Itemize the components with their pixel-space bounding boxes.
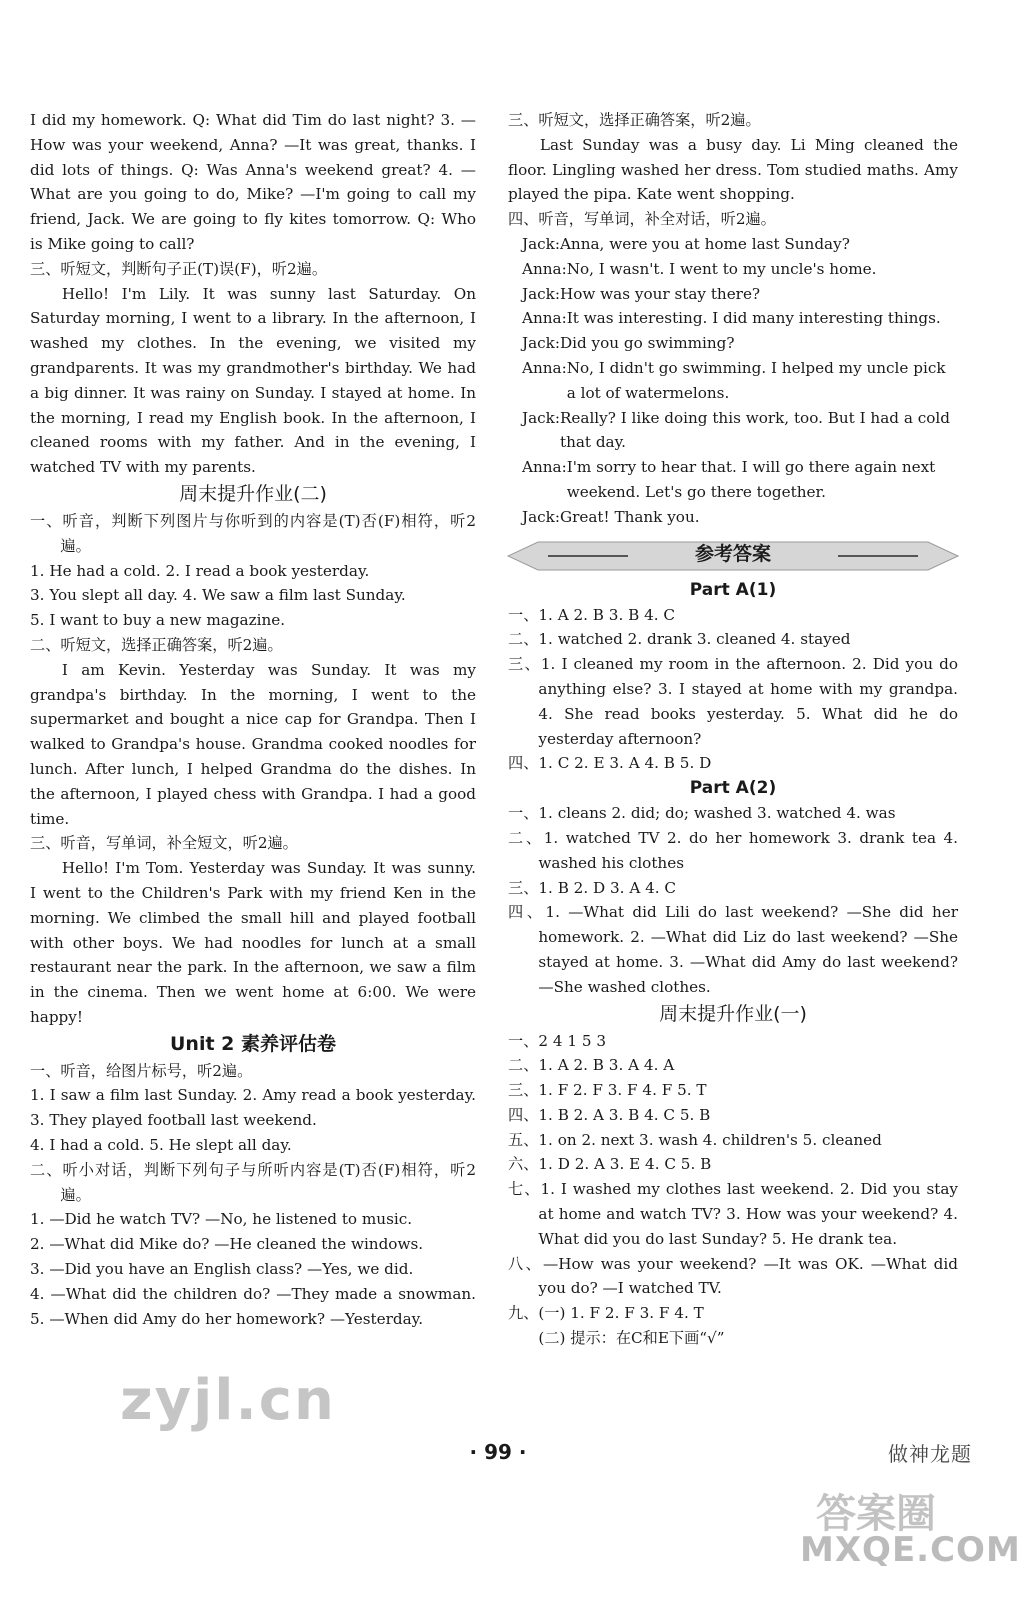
answer-line: 一、2 4 1 5 3	[508, 1031, 606, 1050]
answer-line: 六、1. D 2. A 3. E 4. C 5. B	[508, 1155, 712, 1174]
left-column	[30, 108, 476, 1331]
dialog-line	[522, 306, 958, 331]
page-number: · 99 ·	[469, 1440, 527, 1464]
answer-line: 四、1. C 2. E 3. A 4. B 5. D	[508, 754, 712, 773]
utterance: How was your stay there?	[559, 284, 761, 303]
answer-line: 七、1. I washed my clothes last weekend. 2. Did you stay at home and watch TV? 3. How was your weekend? 4. What did you do last Sunday? 5. He drank tea.	[508, 1180, 958, 1248]
dialog-line	[522, 331, 958, 356]
listening-passage: Hello! I'm Tom. Yesterday was Sunday. It was sunny. I went to the Children's Park with my friend Ken in the morning. We climbed the small hill and played football with other boys. We had noodles for lunch at a small restaurant near the park. In the afternoon, we saw a film in the cinema. Then we went home at 6:00. We were happy!	[30, 859, 476, 1026]
text-line: 1. I saw a film last Sunday. 2. Amy read a book yesterday. 3. They played football last weekend.	[30, 1086, 476, 1130]
paragraph: I did my homework. Q: What did Tim do last night? 3. —How was your weekend, Anna? —It was great, thanks. I did lots of things. Q: Was Anna's weekend great? 4. —What are you going to do, Mike? —I'm going to call my friend, Jack. We are going to fly kites tomorrow. Q: Who is Mike going to call?	[30, 111, 476, 253]
right-column	[508, 108, 958, 1351]
text-line: 4. I had a cold. 5. He slept all day.	[30, 1136, 292, 1155]
listening-passage: I am Kevin. Yesterday was Sunday. It was my grandpa's birthday. In the morning, I went to the supermarket and bought a nice cap for Grandpa. Then I walked to Grandpa's house. Grandma cooked noodles for lunch. After lunch, I helped Grandma do the dishes. In the afternoon, I played chess with Grandpa. I had a good time.	[30, 660, 476, 828]
utterance: I'm sorry to hear that. I will go there again next weekend. Let's go there together.	[566, 458, 936, 501]
dialog-line	[522, 356, 958, 406]
question-heading: 三、听短文，判断句子正(T)误(F)，听2遍。	[30, 259, 328, 278]
section-title: 周末提升作业(二)	[179, 482, 327, 505]
text-line: 3. You slept all day. 4. We saw a film last Sunday.	[30, 586, 406, 605]
part-title: Part A(1)	[689, 579, 777, 600]
question-heading: 二、听小对话，判断下列句子与所听内容是(T)否(F)相符，听2遍。	[30, 1160, 476, 1204]
watermark: MXQE.COM	[800, 1530, 1021, 1570]
banner-title: 参考答案	[694, 542, 771, 565]
section-title: 周末提升作业(一)	[659, 1002, 807, 1025]
dialog-line	[522, 505, 958, 530]
answer-line: 一、1. A 2. B 3. B 4. C	[508, 605, 676, 624]
utterance: No, I didn't go swimming. I helped my uncle pick a lot of watermelons.	[566, 358, 946, 402]
text-line: 5. I want to buy a new magazine.	[30, 611, 286, 630]
answer-line: 四、1. —What did Lili do last weekend? —She did her homework. 2. —What did Liz do last weekend? —She stayed at home. 3. —What did Amy do last weekend? —She washed clothes.	[508, 903, 958, 996]
speaker: Anna:	[522, 259, 567, 278]
question-heading: 二、听短文，选择正确答案，听2遍。	[30, 635, 283, 654]
question-heading: 一、听音，判断下列图片与你听到的内容是(T)否(F)相符，听2遍。	[30, 511, 476, 555]
dialog-line: 1. —Did he watch TV? —No, he listened to music.	[30, 1210, 413, 1229]
answer-line: 九、(一) 1. F 2. F 3. F 4. T	[508, 1304, 704, 1323]
answer-line: 三、1. B 2. D 3. A 4. C	[508, 878, 677, 897]
answer-line: 二、1. watched 2. drank 3. cleaned 4. stayed	[508, 630, 851, 649]
speaker: Jack:	[522, 408, 560, 427]
corner-brand-text: 做神龙题	[888, 1442, 972, 1466]
answer-line: 一、1. cleans 2. did; do; washed 3. watched 4. was	[508, 804, 896, 823]
speaker: Anna:	[522, 358, 567, 377]
utterance: Really? I like doing this work, too. But I had a cold that day.	[559, 408, 950, 452]
answer-line: 八、—How was your weekend? —It was OK. —What did you do? —I watched TV.	[508, 1254, 958, 1298]
answer-line: 三、1. I cleaned my room in the afternoon. 2. Did you do anything else? 3. I stayed at home with my grandpa. 4. She read books yesterday. 5. What did he do yesterday afternoon?	[508, 655, 958, 748]
answer-line: 三、1. F 2. F 3. F 4. F 5. T	[508, 1081, 707, 1100]
utterance: No, I wasn't. I went to my uncle's home.	[566, 259, 877, 278]
speaker: Jack:	[522, 507, 560, 526]
dialog-line: 2. —What did Mike do? —He cleaned the windows.	[30, 1235, 424, 1254]
question-heading: 三、听音，写单词，补全短文，听2遍。	[30, 834, 298, 853]
dialog-line: 3. —Did you have an English class? —Yes, we did.	[30, 1260, 414, 1279]
text-line: 1. He had a cold. 2. I read a book yesterday.	[30, 561, 370, 580]
dialog-line	[522, 232, 958, 257]
answer-line: 二、1. A 2. B 3. A 4. A	[508, 1056, 675, 1075]
listening-passage: Last Sunday was a busy day. Li Ming cleaned the floor. Lingling washed her dress. Tom studied maths. Amy played the pipa. Kate went shopping.	[508, 135, 958, 204]
speaker: Jack:	[522, 334, 560, 353]
dialog	[508, 232, 958, 530]
speaker: Anna:	[522, 309, 567, 328]
dialog-line	[522, 282, 958, 307]
dialog-line	[522, 406, 958, 456]
utterance: It was interesting. I did many interesting things.	[566, 309, 941, 328]
part-title: Part A(2)	[689, 778, 777, 799]
answer-line: (二) 提示：在C和E下画“√”	[538, 1329, 725, 1348]
answer-key-banner	[508, 538, 958, 574]
answer-line: 四、1. B 2. A 3. B 4. C 5. B	[508, 1105, 711, 1124]
listening-passage: Hello! I'm Lily. It was sunny last Saturday. On Saturday morning, I went to a library. In the afternoon, I washed my clothes. In the evening, we visited my grandparents. It was my grandmother's birthday. We had a big dinner. It was rainy on Sunday. I stayed at home. In the morning, I read my English book. In the afternoon, I cleaned rooms with my father. And in the evening, I watched TV with my parents.	[30, 284, 476, 477]
answer-line: 五、1. on 2. next 3. wash 4. children's 5. cleaned	[508, 1130, 882, 1149]
watermark: zyjl.cn	[120, 1368, 336, 1433]
question-heading: 三、听短文，选择正确答案，听2遍。	[508, 111, 761, 129]
speaker: Anna:	[522, 458, 567, 477]
answer-line: 二、1. watched TV 2. do her homework 3. drank tea 4. washed his clothes	[508, 828, 958, 872]
dialog-line	[522, 257, 958, 282]
question-heading: 四、听音，写单词，补全对话，听2遍。	[508, 210, 776, 229]
utterance: Did you go swimming?	[559, 334, 735, 353]
dialog-line	[522, 455, 958, 505]
utterance: Anna, were you at home last Sunday?	[559, 234, 850, 253]
dialog-line: 4. —What did the children do? —They made a snowman. 5. —When did Amy do her homework? —Yesterday.	[30, 1284, 476, 1328]
speaker: Jack:	[522, 284, 560, 303]
question-heading: 一、听音，给图片标号，听2遍。	[30, 1061, 253, 1080]
speaker: Jack:	[522, 234, 560, 253]
unit-title: Unit 2 素养评估卷	[170, 1032, 336, 1055]
utterance: Great! Thank you.	[559, 507, 700, 526]
watermark: 答案圈	[816, 1491, 936, 1537]
